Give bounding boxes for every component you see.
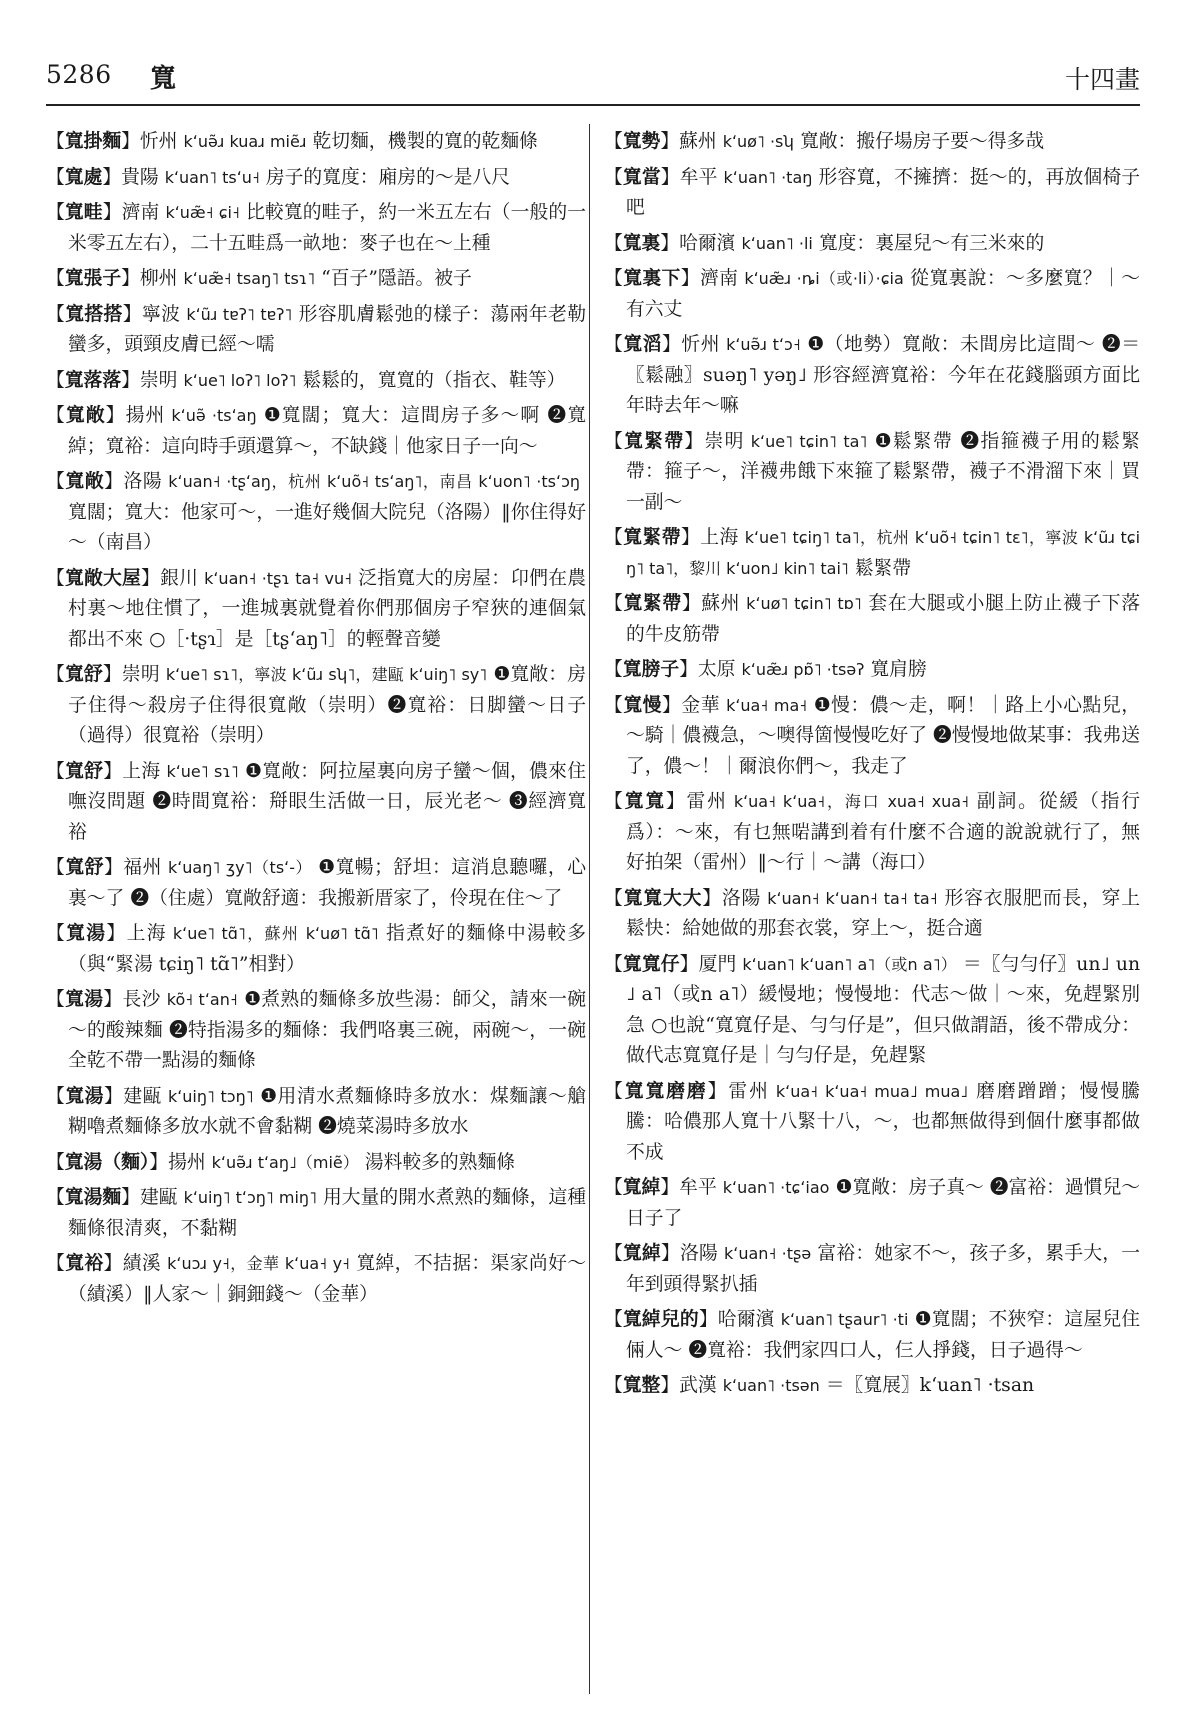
dictionary-entry [46,563,586,656]
dictionary-entry [46,400,586,462]
dictionary-entry [604,1172,1140,1234]
dialect-location: 濟南 [699,268,739,289]
dictionary-entry [604,1370,1140,1402]
dictionary-entry [604,1076,1140,1169]
dialect-location: 上海 [700,527,739,548]
definition: ❶煮熟的麵條多放些湯：師父，請來一碗～的酸辣麵 ❷特指湯多的麵條：我們咯裏三碗，兩碗～，一碗全乾不帶一點湯的麵條 [68,989,586,1071]
headword: 【 寬舒 】 [46,856,123,878]
pronunciation: kʻuɔɹ y˧，金華 kʻua˧ y˧ [167,1254,350,1273]
headword: 【 寬敞 】 [46,404,126,426]
dictionary-entry [46,299,586,361]
dictionary-entry [46,1182,586,1244]
pronunciation: kʻuə̃ ·tsʻaŋ [171,406,257,425]
pronunciation: kʻuæ̃˧ tsaŋ˥ tsɿ˥ [183,269,316,288]
headword: 【 寬湯 】 [46,988,123,1010]
page-header [46,60,1140,100]
definition: 湯料較多的熟麵條 [364,1151,516,1173]
headword: 【 寬寬 】 [604,790,687,812]
definition: ❶寬敞：房子真～ ❷富裕：過慣兒～日子了 [626,1177,1140,1229]
definition: 副詞。從緩（指行爲）：～來，有乜無啱講到着有什麼不合適的說說就行了，無好拍架（雷州）‖～行｜～講（海口） [626,791,1140,873]
definition: 泛指寬大的房屋：卬們在農村裏～地住慣了，一進城裏就覺着你們那個房子窄狹的連個氣都出不來 ○［·tʂɿ］是［tʂʻaŋ˥］的輕聲音變 [68,567,586,650]
dialect-location: 蘇州 [701,593,741,614]
definition: 磨磨蹭蹭；慢慢騰騰：哈儂那人寬十八緊十八，～，也都無做得到個什麼事都做不成 [626,1080,1140,1163]
page-number: 5286 [46,60,112,89]
definition: 富裕：她家不～，孩子多，累手大，一年到頭得緊扒插 [626,1243,1140,1295]
definition: 從寬裏說：～多麼寬？｜～有六丈 [626,268,1140,320]
pronunciation: kʻue˥ sɿ˥ [166,761,239,781]
dictionary-entry [604,883,1140,945]
pronunciation: kʻuə̃ɹ tʻaŋ˩（miẽ） [211,1152,359,1172]
dialect-location: 蘇州 [679,131,717,152]
pronunciation: kʻue˥ sɿ˥，寧波 kʻũɹ sʮ˥，建甌 kʻuiŋ˥ sy˥ [165,665,488,684]
dialect-location: 柳州 [139,268,178,289]
headword: 【 寬滔 】 [604,333,681,355]
headword: 【 寬裏 】 [604,232,679,254]
dictionary-entry [46,1248,586,1310]
dialect-location: 洛陽 [123,471,163,492]
pronunciation: kõ˧ tʻan˧ [166,990,238,1009]
dictionary-entry [46,659,586,752]
pronunciation: kʻuan˥ tsʻu˧ [164,167,260,187]
headword: 【 寬湯 】 [46,1085,123,1107]
definition: ❶用清水煮麵條時多放水：煤麵讓～艙糊嚕煮麵條多放水就不會黏糊 ❷燒菜湯時多放水 [68,1085,586,1137]
headword: 【 寬舒 】 [46,663,122,685]
headword: 【 寬湯麵 】 [46,1186,140,1208]
pronunciation: kʻuan˥ ·li [741,233,813,253]
dialect-location: 厦門 [698,953,737,975]
dictionary-entry [604,263,1140,325]
dictionary-entry [46,984,586,1077]
definition: 寬度：裏屋兒～有三米來的 [818,232,1045,254]
dialect-location: 長沙 [122,989,161,1010]
definition: 形容衣服肥而長，穿上鬆快：給她做的那套衣裳，穿上～，挺合適 [626,887,1140,939]
headword: 【 寬裏下 】 [604,267,700,289]
pronunciation: kʻuan˥ kʻuan˥ a˥（或n a˥） [742,954,957,974]
headword: 【 寬慢 】 [604,694,681,716]
definition: 乾切麵，機製的寬的乾麵條 [312,131,538,152]
pronunciation: kʻua˧ ma˧ [726,695,808,715]
dialect-location: 武漢 [679,1375,717,1396]
headword: 【 寬張子 】 [46,267,140,289]
headword: 【 寬湯 】 [46,922,127,944]
definition: ❶慢：儂～走，啊！｜路上小心點兒，～騎｜儂襪急，～噢得箇慢慢吃好了 ❷慢慢地做某事：我弗送了，儂～！｜爾浪你們～，我走了 [626,694,1140,777]
dictionary-entry [46,756,586,849]
pronunciation: kʻuiŋ˥ tʻɔŋ˥ miŋ˥ [183,1188,317,1207]
dialect-location: 績溪 [122,1253,162,1274]
dictionary-entry [46,1147,586,1179]
dictionary-entry [604,329,1140,422]
definition: ❶寬闊；不狹窄：這屋兒住倆人～ ❷寬裕：我們家四口人，仨人掙錢，日子過得～ [626,1309,1140,1361]
dictionary-entry [46,1081,586,1143]
dialect-location: 洛陽 [680,1243,718,1264]
pronunciation: kʻũɹ tɐʔ˥ tɐʔ˥ [186,304,293,324]
dialect-location: 銀川 [160,567,199,589]
pronunciation: kʻua˧ kʻua˧ mua˩ mua˩ [775,1081,969,1101]
dictionary-entry [46,263,586,295]
definition: 形容寬，不擁擠：挺～的，再放個椅子吧 [626,166,1140,218]
dictionary-entry [46,852,586,914]
dialect-location: 建甌 [139,1187,178,1208]
dialect-location: 崇明 [121,664,160,685]
headword: 【 寬緊帶 】 [604,430,705,452]
pronunciation: kʻuæ̃ɹ ·ȵi（或·li）·ɕia [744,269,904,288]
pronunciation: kʻuan˧ ·tʂə [724,1244,812,1263]
dialect-location: 寧波 [141,303,181,325]
headword: 【 寬寬大大 】 [604,887,722,909]
dictionary-entry [604,949,1140,1072]
pronunciation: kʻuə̃ɹ tʻɔ˧ [726,335,801,354]
definition: “百子”隱語。被子 [321,268,472,289]
definition: 鬆緊帶 [854,557,912,579]
dialect-location: 忻州 [681,334,721,355]
definition: ❶（地勢）寬敞：未間房比這間～ ❷＝〖鬆融〗suəŋ˥ yəŋ˩ 形容經濟寬裕：今年在花錢腦頭方面比年時去年～嘛 [626,334,1140,416]
dictionary-entry [604,654,1140,686]
definition: ＝〖勻勻仔〗un˩ un˩ a˥（或n a˥）緩慢地；慢慢地：代志～做｜～來，免趕緊別急 ○也說“寬寬仔是、勻勻仔是”，但只做謂語，後不帶成分：做代志寬寬仔是｜勻勻仔是，免趕緊 [626,953,1140,1066]
headword: 【 寬湯（麵） 】 [46,1151,168,1173]
dictionary-entry [604,786,1140,879]
definition: 鬆鬆的，寬寬的（指衣、鞋等） [302,369,566,391]
pronunciation: kʻua˧ kʻua˧，海口 xua˧ xua˧ [733,792,969,811]
dictionary-entry [604,1238,1140,1300]
dialect-location: 上海 [122,760,161,782]
dictionary-entry [46,918,586,980]
dictionary-entry [46,126,586,158]
definition: 套在大腿或小腿上防止襪子下落的牛皮筋帶 [626,593,1140,645]
dictionary-entry [46,466,586,559]
pronunciation: kʻuə̃ɹ kuaɹ miẽɹ [183,132,307,151]
dialect-location: 福州 [123,857,162,878]
pronunciation: kʻuan˥ tʂaur˥ ·ti [780,1310,909,1329]
pronunciation: kʻuø˥ tɕin˥ tɒ˥ [746,594,862,613]
dictionary-entry [604,126,1140,158]
dialect-location: 揚州 [125,405,166,426]
dialect-location: 金華 [681,694,721,716]
definition: 寬肩膀 [870,659,927,680]
pronunciation: kʻuan˥ ·taŋ [723,167,813,187]
dialect-location: 太原 [697,659,736,680]
dictionary-entry [46,197,586,259]
headword: 【 寬裕 】 [46,1252,123,1274]
pronunciation: kʻuæ̃˧ ɕi˧ [165,203,240,222]
dialect-location: 建甌 [123,1085,162,1107]
dictionary-entry [604,228,1140,260]
definition: 比較寬的畦子，約一米五左右（一般的一米零五左右），二十五畦爲一畝地：麥子也在～上種 [68,202,586,254]
pronunciation: kʻue˥ tɕiŋ˥ ta˥，杭州 kʻuõ˧ tɕin˥ tɛ˥，寧波 kʻũɹ tɕiŋ˥ ta˥，黎川 kʻuon˩ kin˥ tai˥ [626,528,1140,578]
dictionary-entry [46,365,586,397]
definition: 用大量的開水煮熟的麵條，這種麵條很清爽，不黏糊 [68,1187,586,1239]
dialect-location: 哈爾濱 [717,1309,775,1330]
pronunciation: kʻue˥ tɕin˥ ta˥ [750,431,868,451]
dictionary-entry [604,1304,1140,1366]
dictionary-entry [604,162,1140,224]
dialect-location: 牟平 [679,1177,717,1198]
stroke-section: 十四畫 [1064,65,1140,94]
dialect-location: 崇明 [139,369,178,391]
dialect-location: 上海 [126,923,167,944]
definition: ❶鬆緊帶 ❷指箍襪子用的鬆緊帶：箍子～，洋襪弗餓下來箍了鬆緊帶，襪子不滑溜下來｜買一副～ [626,430,1140,513]
definition: 指煮好的麵條中湯較多（與“緊湯 tɕiŋ˥ tɑ̃˥”相對） [68,923,586,975]
headword: 【 寬畦 】 [46,201,122,223]
dialect-location: 哈爾濱 [679,232,736,254]
dialect-location: 貴陽 [121,166,159,188]
pronunciation: kʻuan˥ ·tɕʻiao [722,1178,830,1197]
headword: 【 寬緊帶 】 [604,526,700,548]
pronunciation: kʻuaŋ˥ ʒy˥（tsʻ-） [167,858,313,877]
dictionary-entry [46,162,586,194]
definition: 寬敞：搬仔場房子要～得多哉 [799,131,1045,152]
dictionary-entry [604,426,1140,519]
dialect-location: 雷州 [686,791,728,812]
definition: ＝〖寬展〗kʻuan˥ ·tsan [825,1375,1035,1396]
definition: 寬闊；寬大：他家可～，一進好幾個大院兒（洛陽）‖你住得好～（南昌） [68,501,586,553]
dialect-location: 濟南 [121,202,160,223]
header-rule [46,104,1140,106]
definition: 寬綽，不拮据：渠家尚好～（績溪）‖人家～｜銅鈿錢～（金華） [68,1253,586,1305]
definition: ❶寬敞：房子住得～殺房子住得很寬敞（崇明）❷寬裕：日脚蠻～日子（過得）很寬裕（崇明） [68,664,586,746]
pronunciation: kʻuan˥ ·tsən [722,1376,820,1395]
headword: 【 寬寬仔 】 [604,953,699,975]
definition: ❶寬闊；寬大：這間房子多～啊 ❷寬綽；寬裕：這向時手頭還算～，不缺錢｜他家日子一向～ [68,405,586,457]
headword: 【 寬綽兒的 】 [604,1308,718,1330]
pronunciation: kʻue˥ tɑ̃˥，蘇州 kʻuø˥ tɑ̃˥ [172,924,379,943]
headword: 【 寬掛麵 】 [46,130,140,152]
definition: ❶寬暢；舒坦：這消息聽囉，心裏～了 ❷（住處）寬敞舒適：我搬新厝家了，伶現在住～了 [68,857,586,909]
definition: ❶寬敞：阿拉屋裏向房子蠻～個，儂來住嘸沒問題 ❷時間寬裕：搿眼生活做一日，辰光老～ ❸經濟寬裕 [68,760,586,843]
dictionary-entry [604,588,1140,650]
headword: 【 寬搭搭 】 [46,303,142,325]
pronunciation: kʻuan˧ ·tʂʻaŋ，杭州 kʻuõ˧ tsʻaŋ˥，南昌 kʻuon˥ ·tsʻɔŋ [168,472,581,491]
headword: 【 寬處 】 [46,166,121,188]
dialect-location: 雷州 [728,1080,770,1102]
head-character: 寬 [150,64,177,94]
pronunciation: kʻuan˧ ·tʂɿ ta˧ vu˧ [204,568,352,588]
headword: 【 寬綽 】 [604,1176,679,1198]
dialect-location: 揚州 [168,1151,206,1173]
headword: 【 寬緊帶 】 [604,592,701,614]
dialect-location: 忻州 [139,131,178,152]
headword: 【 寬敞大屋 】 [46,567,160,589]
dialect-location: 崇明 [704,430,745,452]
pronunciation: kʻuan˧ kʻuan˧ ta˧ ta˧ [767,888,938,908]
right-column [604,126,1140,1696]
pronunciation: kʻuiŋ˥ tɔŋ˥ [167,1086,254,1106]
pronunciation: kʻuø˥ ·sʮ [722,132,794,151]
left-column [46,126,586,1696]
definition: 形容肌膚鬆弛的樣子：蕩兩年老勒蠻多，頭頸皮膚已經～嚅 [68,303,586,355]
headword: 【 寬當 】 [604,166,680,188]
headword: 【 寬整 】 [604,1374,679,1396]
headword: 【 寬落落 】 [46,369,140,391]
dictionary-entry [604,522,1140,584]
dictionary-entry [604,690,1140,783]
column-divider [589,124,590,1694]
dialect-location: 洛陽 [721,887,762,909]
dialect-location: 牟平 [679,166,718,188]
pronunciation: kʻue˥ loʔ˥ loʔ˥ [183,370,297,390]
headword: 【 寬舒 】 [46,760,122,782]
headword: 【 寬勢 】 [604,130,679,152]
definition: 房子的寬度：廂房的～是八尺 [265,166,510,188]
headword: 【 寬寬磨磨 】 [604,1080,728,1102]
headword: 【 寬綽 】 [604,1242,680,1264]
headword: 【 寬膀子 】 [604,658,698,680]
pronunciation: kʻuæ̃ɹ pɒ̃˥ ·tsəʔ [741,660,865,679]
headword: 【 寬敞 】 [46,470,123,492]
